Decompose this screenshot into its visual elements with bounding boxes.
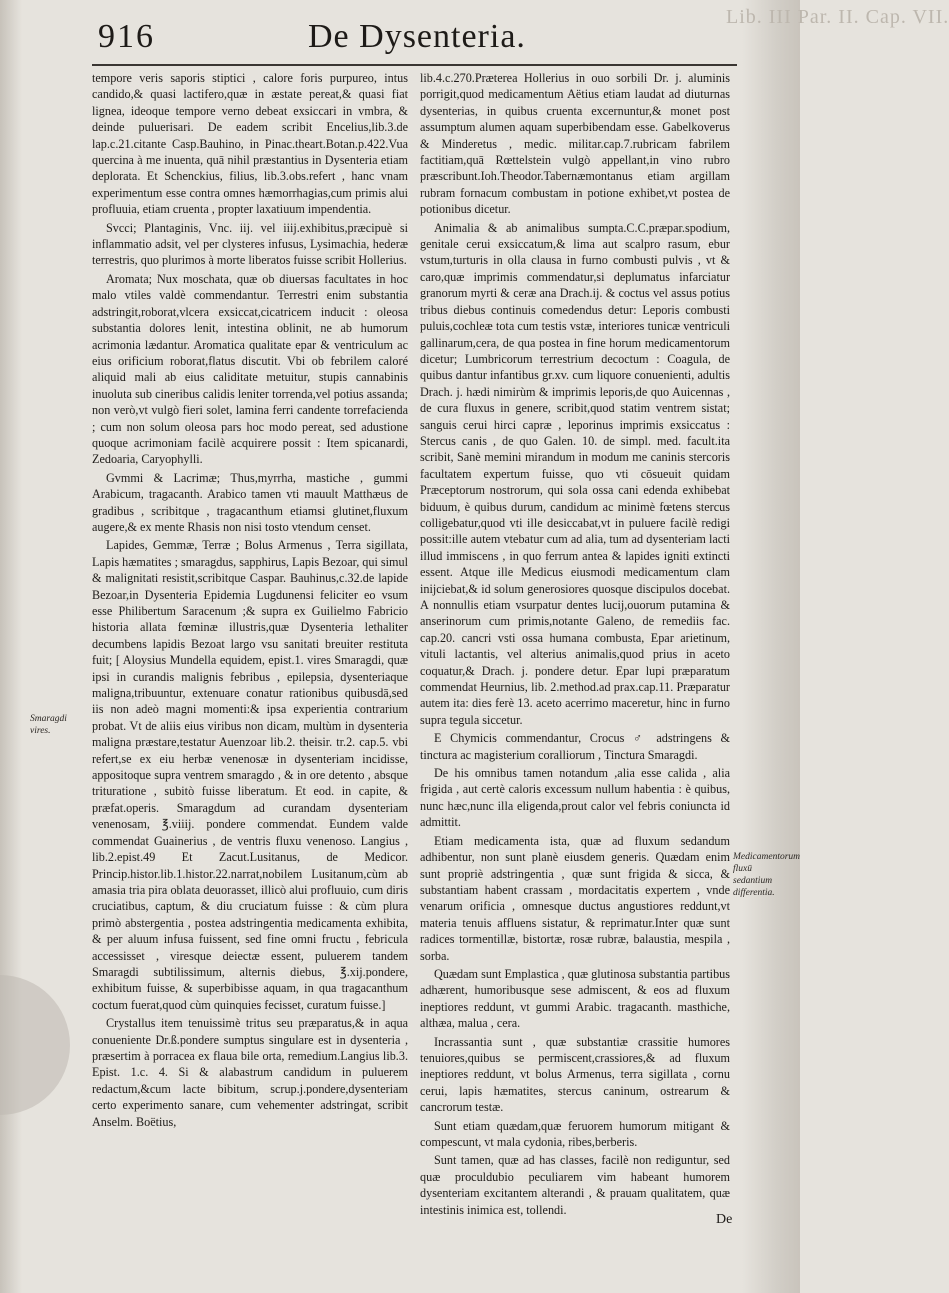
paragraph: Sunt etiam quædam,quæ feruorem humorum mitigant & compescunt, vt mala cydonia, ribes,berberis. <box>420 1118 730 1149</box>
paper-hole <box>0 975 70 1115</box>
bleed-through-text: Lib. III Par. II. Cap. VII. <box>726 6 949 28</box>
margin-note-right: Medicamentorum fluxū sedantium differentia. <box>733 852 801 898</box>
catchword: De <box>716 1212 733 1227</box>
page-header <box>98 18 718 66</box>
paragraph: Quædam sunt Emplastica , quæ glutinosa substantia partibus adhærent, humoribusque sese admiscent, & eos ad fluxum ineptiores reddunt, vt gummi Arabic. tragacanth. masthiche, althæa, malua , cera. <box>420 966 730 1031</box>
paragraph: tempore veris saporis stiptici , calore foris purpureo, intus candido,& quasi lactifero,quæ in æstate pereat,& quasi fiat lignea, ideoque tempore verno debeat exsiccari in vmbra, & deinde puluerisari. De eadem scribit Encelius,lib.3.de lap.c.21.citante Casp.Bauhino, in Pinac.theart.Botan.p.422.Vua quercina à me inuenta, quā nihil præstantius in Dysenteria etiam deplorata. Et Schenckius, filius, lib.3.obs.refert , hanc vnam experimentum esse contra omnes hæmorrhagias,cum primis alui profluuia, etiam cruenta , propter laxatiuum impendentia. <box>92 71 408 217</box>
paragraph: Incrassantia sunt , quæ substantiæ crassitie humores tenuiores,quibus se permiscent,crassiores,& ad fluxum ineptiores reddunt, vt bolus Armenus, terra sigillata , cornu cerui, lapis hæmatites, stercus caninum, ostrearum & cancrorum testæ. <box>420 1034 730 1115</box>
right-column <box>420 70 733 1270</box>
paragraph: Etiam medicamenta ista, quæ ad fluxum sedandum adhibentur, non sunt planè eiusdem generis. Quædam enim sunt propriè adstringentia , quæ sunt frigida & sicca, & substantiam habent crassam , mordacitatis expertem , vnde venarum orificia , omnesque ductus angustiores reddunt,vt materia tenuis affluens sistatur, & reprimatur.Inter quæ sunt radices tormentillæ, bistortæ, rosæ rubræ, balaustia, mespila , sorba. <box>420 833 730 963</box>
paragraph: Lapides, Gemmæ, Terræ ; Bolus Armenus , Terra sigillata, Lapis hæmatites ; smaragdus, sapphirus, Lapis Bezoar, qui simul & malignitati resistit,scribitque Caspar. Bauhinus,c.32.de lapide Bezoar,in Dysenteria Epidemia Lugdunensi feliciter eo vsum esse Philibertum Saracenum ;& supra ex Guilielmo Fabricio historia allata fœminæ illustris,quæ Dysenteria lethaliter decumbens lapidis Bezoat largo vsu sanitati breuiter restituta fuit; [ Aloysius Mundella equidem, epist.1. vires Smaragdi, quæ ipsi in curandis malignis febribus , epilepsia, dysenteriaque maligna,tribuuntur, extenuare conatur rationibus quibusdā,sed iis non adeò magni momenti:& ipsa experientia contrarium probat. Vt de aliis eius viribus non dicam, multùm in dysenteria maligna præstare,testatur Auenzoar lib.2. theisir. tr.2. cap.5. vbi refert,se ex eiu herbæ venenosæ in dysenteriam incidisse, appositoque supra ventrem smaragdo , & in ore detento , absque trituratione , subitò fuisse liberatum. Et eod. in capite, & præfat.operis. Smaragdum ad curandam dysenteriam venenosam, ℥.viiij. pondere commendat. Eundem valde commendat Guainerius , de ventris fluxu venenoso. Langius , lib.2.epist.49 Et Zacut.Lusitanus, de Medicor. Princip.histor.lib.1.histor.22.narrat,nobilem Lusitanum,cùm ab amasia tria pira oblata deuorasset, illicò alui profluuio, cum diris cruciatibus, captum, & diu cruciatum fuisse : & cùm plura primò abstergentia , postea adstringentia medicamenta exhibita, & per aluum infusa fuissent, sed fine omni fructu , febricula accessisset , viresque deiectæ essent, puluerem tandem Smaragdi subtilissimum, alternis diebus, ℥.xij.pondere, exhibitum fuisse, & superbibisse aquam, in qua tragacanthum coctum fuerat,quod cùm quinquies fecisset, curatum fuisse.] <box>92 538 408 1012</box>
paragraph: Sunt tamen, quæ ad has classes, facilè non rediguntur, sed quæ proculdubio peculiarem vim habeant humorem dysenteriam excitantem alterandi , & prauam qualitatem, quæ intestinis inimica est, tollendi. <box>420 1153 730 1217</box>
page-number: 916 <box>98 18 155 55</box>
margin-note-left: Smaragdi vires. <box>30 714 67 736</box>
paragraph: Svcci; Plantaginis, Vnc. iij. vel iiij.exhibitus,præcipuè si inflammatio adsit, vel per clysteres infusus, Lysimachia, hederæ terrestris, quo plurimos à morte liberatos fuisse scribit Hollerius. <box>92 220 408 268</box>
paragraph: Gvmmi & Lacrimæ; Thus,myrrha, mastiche , gummi Arabicum, tragacanth. Arabico tamen vti mauult Matthæus de gradibus , scribitque , tragacanthum etiamsi glutinet,fluxum augere,& ex mente Rhasis non nisi tosto vtendum censet. <box>92 470 408 534</box>
left-column <box>92 70 408 1270</box>
paragraph: De his omnibus tamen notandum ,alia esse calida , alia frigida , aut certè caloris excessum nullum habentia : è quibus, nunc hæc,nunc illa eligenda,prout calor vel febris coniuncta id admittit. <box>420 766 730 830</box>
paragraph: Aromata; Nux moschata, quæ ob diuersas facultates in hoc malo vtiles valdè commendantur. Terrestri enim substantia adstringit,roborat,vlcera exsiccat,cicatricem inducit : oleosa substantia dolores lenit, intestina oblinit, ne ab humorum acrimonia lædantur. Aromatica qualitate epar & ventriculum ac eius orificium roborat,flatus discutit. Vbi ob febrilem caloré aliquid mali ab eius caliditate metuitur, stupis cannabinis inuoluta sub cineribus calidis leniter torrenda,vel potius assanda; non verò,vt vulgò fieri solet, lamina ferri candente torrefacienda ; cum non solum oleosa pars hoc modo pereat, sed adustione quoque acrimoniam facilè acquirere possit : Item spicanardi, Zedoaria, Caryophylli. <box>92 271 408 467</box>
paragraph: Crystallus item tenuissimè tritus seu præparatus,& in aqua conueniente Dr.ß.pondere sumptus singulare est in dysenteria , præsertim à porracea ex flaua bile orta, remedium.Langius lib.3. Epist. 1.c. 4. Si & alabastrum candidum in puluerem redactum,&cum lacte bibitum, scrup.j.pondere,dysenteriam certo experimento sanare, cum vehementer adstringat, scribit Anselm. Boëtius, <box>92 1016 408 1129</box>
facing-page-edge <box>726 0 949 1293</box>
header-rule <box>92 64 737 66</box>
running-title: De Dysenteria. <box>308 18 526 55</box>
paragraph: Animalia & ab animalibus sumpta.C.C.præpar.spodium, genitale cerui exsiccatum,& lima aut scalpro rasum, ebur vstum,turturis in olla clausa in furno combusti pulvis , vt & caro,quæ imprimis commendatur,si deplumatus infarciatur granorum myrti & ceræ ana Drach.ij. & coctus vel assus potius tribus diebus continuis comedendus detur: Leporis combusti puluis,cochleæ tota cum testis vstæ, interiores tunicæ ventriculi gallinarum,cera, de qua postea in fine horum medicamentorum dicetur; Lumbricorum terrestrium decoctum : Coagula, de quibus dantur infantibus gr.xv. cum liquore conuenienti, adultis Drach. j. hædi nimirùm & imprimis leporis,de quo Auicennas , de cura fluxus in genere, scribit,quod statim ventrem sistat; sanguis cerui hirci capræ , leporinus imprimis exsiccatus : Stercus canis , de quo Galen. 10. de simpl. med. facult.ita scribit, Sanè memini mirandum in modum me caninis stercoris facultatem expertum fuisse, quo vti cōsueuit quidam Præceptorum nostrorum, qui sola ossa cani edenda exhibebat biduum, è quibus durum, candidum ac minimè fœtens stercus colligebatur,quod vti ille desiccabat,vt in puluere facilè redigi possit:ille autem vtebatur cum ad alia, tum ad dysenteriam lacti illud immiscens , in quo ferrum antea & lapides igniti extincti essent. Atque ille Medicus eiusmodi medicamentum clam inijciebat,& id solum generosiores quosque discipulos docebat. A nonnullis etiam vsurpatur dentes lucij,ouorum putamina & anserinorum cum primis,notante Galeno, de remediis fac. cap.20. cancri vsti ossa humana combusta, Epar arietinum, vituli lactantis, vel alterius animalis,quod prius in aceto coquatur,& Drach. j. pondere detur. Epar lupi præparatum commendat Heurnius, lib. 2.method.ad prax.cap.11. Præparatur autem ita: dies ferè 13. aceto acerrimo maceretur, hinc in furno supra tegula siccetur. <box>420 220 730 727</box>
paragraph: E Chymicis commendantur, Crocus ♂ adstringens & tinctura ac magisterium coralliorum , Tinctura Smaragdi. <box>420 731 730 762</box>
paragraph: lib.4.c.270.Præterea Hollerius in ouo sorbili Dr. j. aluminis porrigit,quod medicamentum Aëtius etiam laudat ad diuturnas dysenterias, in quibus cruenta excernuntur,& monet post assumptum alumen aquam superbibendam esse. Gabelkoverus & Minderetus , medic. militar.cap.7.rubricam fabrilem factitiam,quā Rœttelstein vulgò appellant,in vino rubro præscribunt.Ioh.Theodor.Tabernæmontanus etiam argillam rubram fornacum combustam in potione exhibet,vt postea de potionibus dicetur. <box>420 71 730 217</box>
